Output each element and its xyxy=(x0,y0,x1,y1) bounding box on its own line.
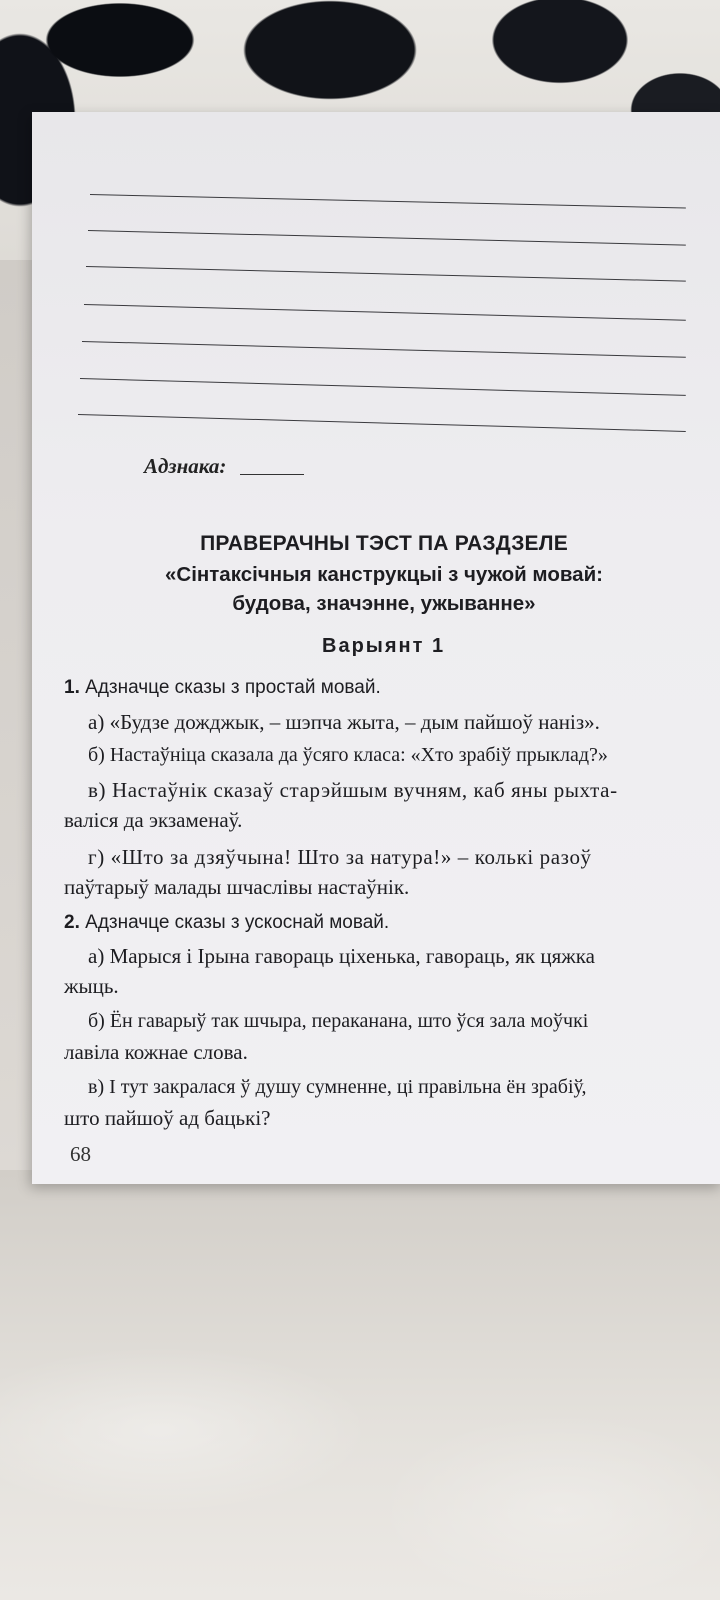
option-2c-cont: што пайшоў ад бацькі? xyxy=(64,1106,271,1130)
answer-line xyxy=(86,266,686,282)
option-1c: в) Настаўнік сказаў старэйшым вучням, каб яны рыхта- xyxy=(88,778,618,802)
answer-line xyxy=(80,378,686,396)
test-subtitle-line-2: будова, значэнне, ужыванне» xyxy=(232,592,536,615)
answer-line xyxy=(90,194,686,209)
grade-blank xyxy=(240,474,304,475)
test-subtitle-line-1: «Сінтаксічныя канструкцыі з чужой мовай: xyxy=(164,563,604,586)
answer-line xyxy=(82,341,686,358)
question-number: 1. xyxy=(64,677,80,698)
option-2a-cont: жыць. xyxy=(64,974,119,998)
option-2c: в) І тут закралася ў душу сумненне, ці правільна ён зрабіў, xyxy=(88,1076,587,1098)
option-1d-cont: паўтарыў малады шчаслівы настаўнік. xyxy=(64,875,410,899)
variant-heading: Варыянт 1 xyxy=(322,635,446,657)
book-page xyxy=(32,112,720,1184)
fabric-foreground xyxy=(0,1170,720,1600)
question-text: Адзначце сказы з простай мовай. xyxy=(85,677,381,698)
option-2a: а) Марыся і Ірына гавораць ціхенька, гавораць, як цяжка xyxy=(88,944,595,968)
option-1a: а) «Будзе дожджык, – шэпча жыта, – дым пайшоў наніз». xyxy=(88,710,600,734)
answer-line xyxy=(84,304,686,321)
question-1 xyxy=(64,677,381,699)
option-1d: г) «Што за дзяўчына! Што за натура!» – колькі разоў xyxy=(88,845,592,869)
question-text: Адзначце сказы з ускоснай мовай. xyxy=(85,912,390,933)
page-content xyxy=(64,112,712,1184)
question-2 xyxy=(64,912,389,934)
option-1b: б) Настаўніца сказала да ўсяго класа: «Хто зрабіў прыклад?» xyxy=(88,744,608,766)
option-2b-cont: лавіла кожнае слова. xyxy=(64,1040,248,1064)
answer-line xyxy=(78,414,686,432)
question-number: 2. xyxy=(64,912,80,933)
option-2b: б) Ён гаварыў так шчыра, пераканана, што ўся зала моўчкі xyxy=(88,1010,589,1032)
test-title: ПРАВЕРАЧНЫ ТЭСТ ПА РАЗДЗЕЛЕ xyxy=(200,532,568,555)
option-1c-cont: валіся да экзаменаў. xyxy=(64,808,243,832)
page-number: 68 xyxy=(70,1142,91,1166)
answer-line xyxy=(88,230,686,246)
grade-label: Адзнака: xyxy=(144,454,227,478)
